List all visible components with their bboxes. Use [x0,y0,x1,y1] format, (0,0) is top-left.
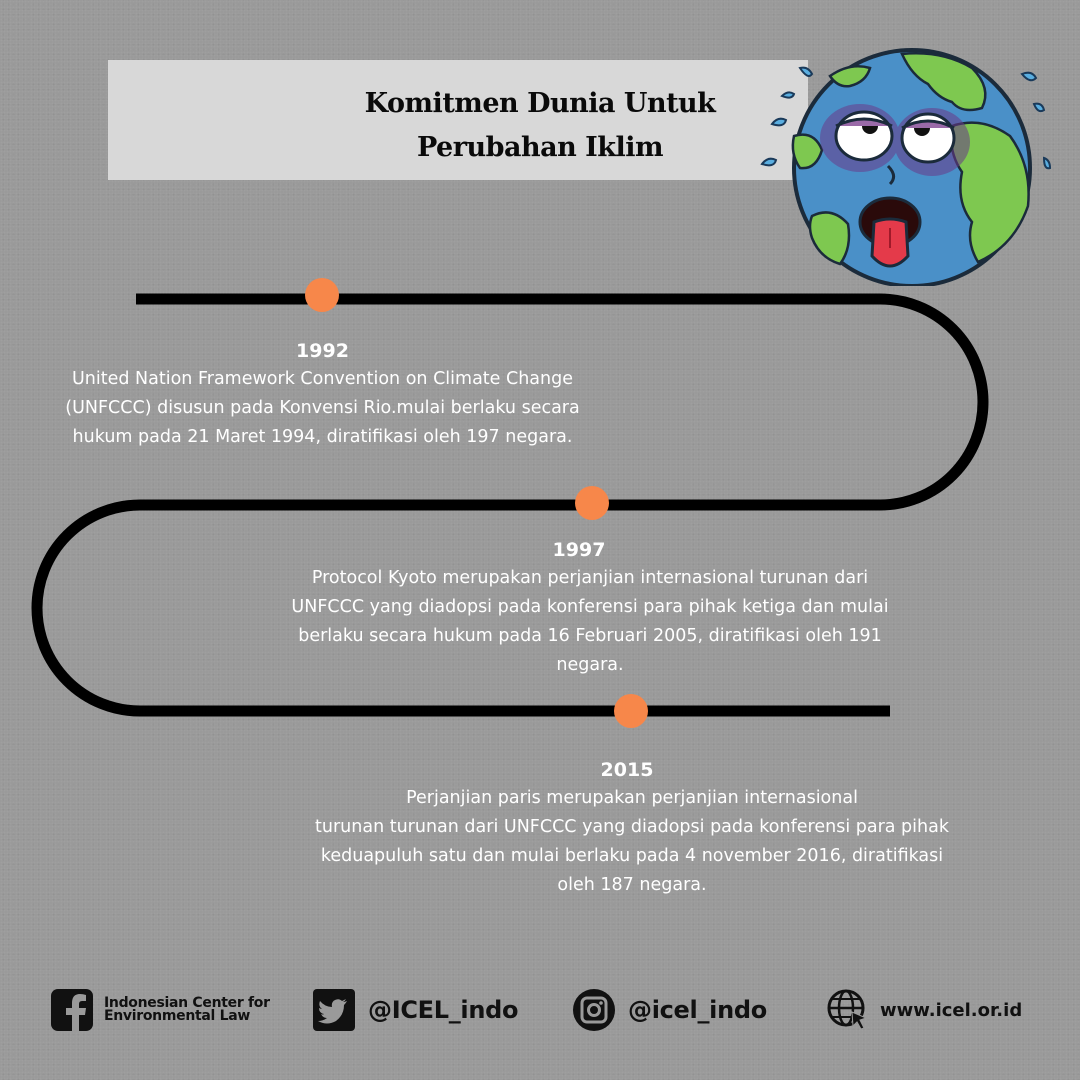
entry-description: Protocol Kyoto merupakan perjanjian internasional turunan dari UNFCCC yang diadopsi pada konferensi para pihak ketiga dan mulai berlaku secara hukum pada 16 Februari 2005, diratifikasi oleh 191 negara. [291,568,889,675]
twitter-handle: @ICEL_indo [368,996,519,1024]
title-line-1: Komitmen Dunia Untuk [364,88,716,119]
facebook-icon [50,988,94,1032]
timeline-dot-1992 [305,278,339,312]
entry-description: Perjanjian paris merupakan perjanjian internasional turunan turunan dari UNFCCC yang diadopsi pada konferensi para pihak keduapuluh satu dan mulai berlaku pada 4 november 2016, diratifikasi oleh 187 negara. [315,788,949,895]
timeline-dot-2015 [614,694,648,728]
title-line-2: Perubahan Iklim [416,132,664,163]
footer-twitter[interactable] [312,988,518,1032]
entry-description: United Nation Framework Convention on Climate Change (UNFCCC) disusun pada Konvensi Rio.mulai berlaku secara hukum pada 21 Maret 1994, diratifikasi oleh 197 negara. [65,369,580,447]
footer-instagram[interactable] [572,988,767,1032]
globe-icon [826,988,870,1032]
entry-year: 2015 [600,759,654,781]
entry-year: 1997 [552,539,606,561]
twitter-icon [312,988,356,1032]
timeline-entry-1997 [250,536,930,680]
facebook-label: Indonesian Center for Environmental Law [104,995,270,1024]
timeline-entry-2015 [262,756,1002,900]
timeline-dot-1997 [575,486,609,520]
instagram-icon [572,988,616,1032]
footer-facebook[interactable] [50,988,274,1032]
entry-year: 1992 [296,340,349,362]
website-url: www.icel.or.id [880,999,1023,1021]
timeline-entry-1992 [30,337,615,452]
footer-website[interactable] [826,988,1022,1032]
instagram-handle: @icel_indo [628,996,767,1024]
